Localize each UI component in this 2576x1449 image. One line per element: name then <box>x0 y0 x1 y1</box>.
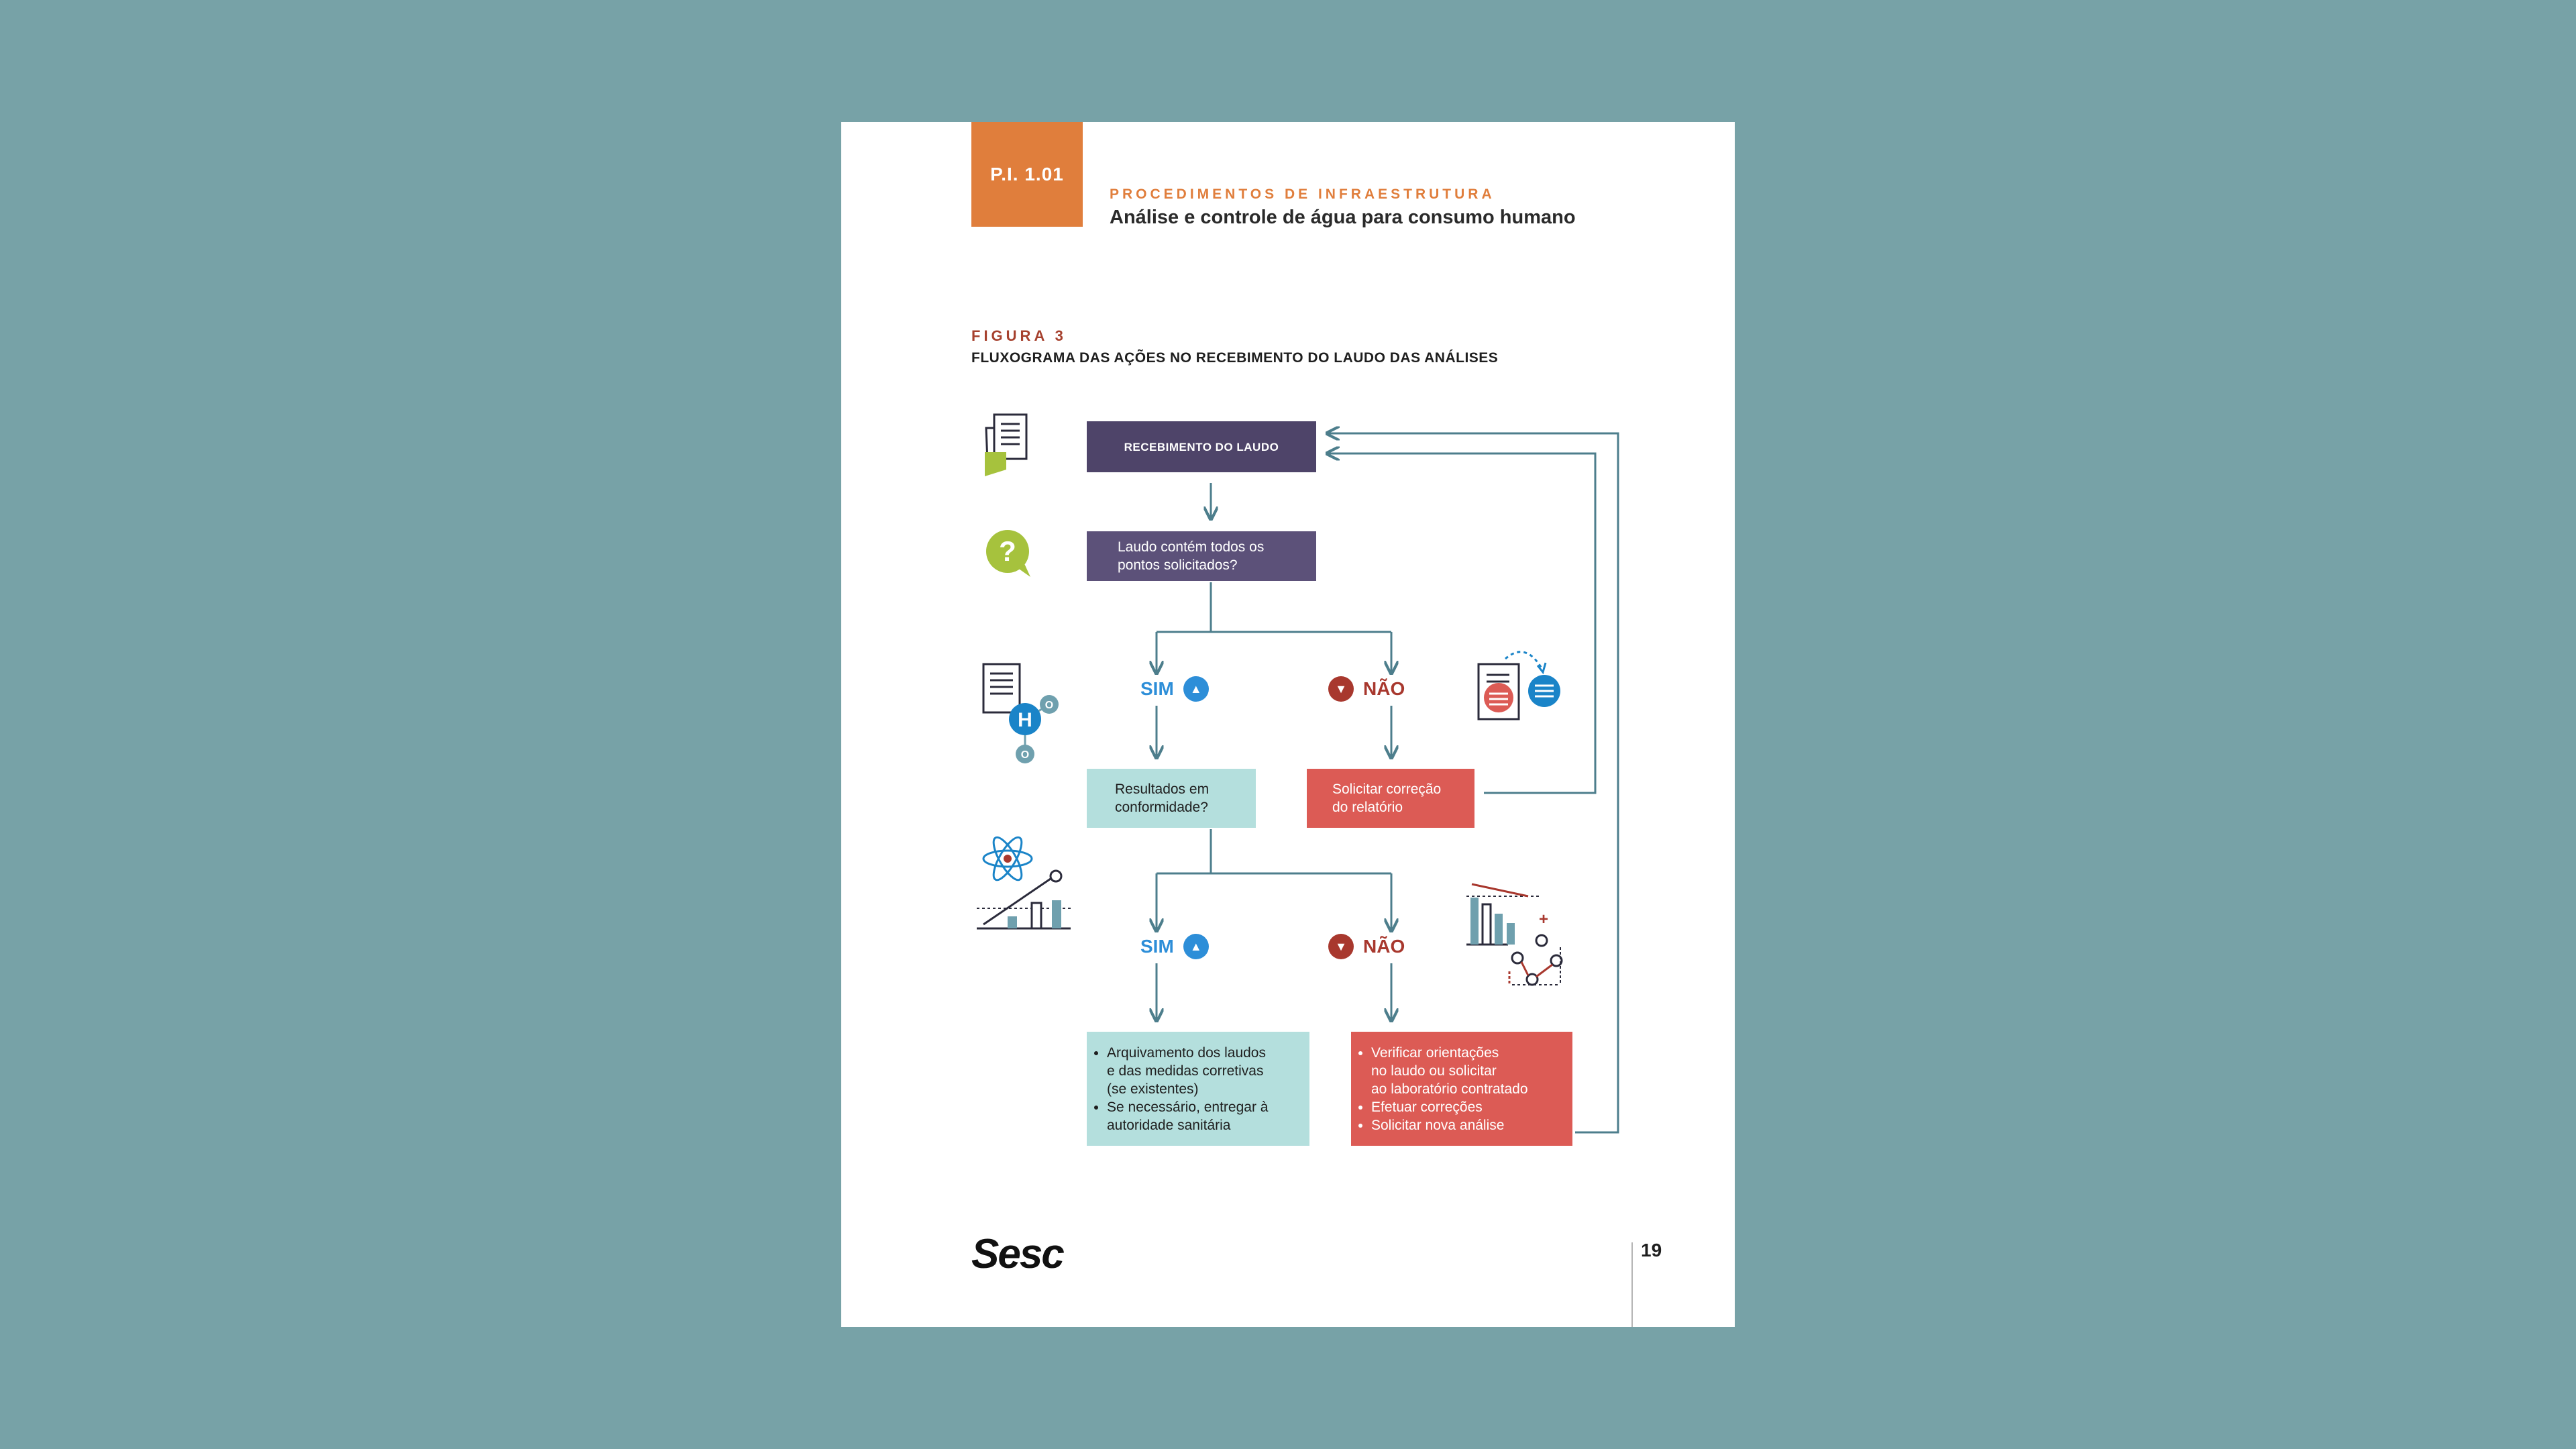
noncompliant-item3: • Solicitar nova análise <box>1371 1117 1505 1133</box>
branch-no-1-label: NÃO <box>1363 678 1405 699</box>
loop-fix-to-start <box>1327 453 1595 793</box>
chart-correction-icon <box>1466 884 1562 985</box>
list-item <box>1371 1098 1528 1116</box>
document-page <box>841 122 1735 1327</box>
branch-yes-2-label: SIM <box>1140 936 1174 957</box>
flow-question2-line2: conformidade? <box>1115 800 1208 815</box>
compliant-item1-line3: (se existentes) <box>1107 1081 1199 1097</box>
water-molecule-document-icon <box>983 664 1059 763</box>
page-number: 19 <box>1641 1240 1662 1260</box>
branch-no-2-label: NÃO <box>1363 936 1405 957</box>
flow-start-box <box>1087 421 1316 472</box>
flow-noncompliant-actions-box <box>1351 1032 1572 1146</box>
flow-question1-line1: Laudo contém todos os <box>1118 539 1265 555</box>
list-item <box>1107 1098 1268 1134</box>
triangle-up-icon: ▲ <box>1183 934 1209 959</box>
compliant-item1-line1: • Arquivamento dos laudos <box>1107 1044 1266 1061</box>
triangle-up-icon: ▲ <box>1183 676 1209 702</box>
triangle-down-icon: ▼ <box>1328 676 1354 702</box>
branch-yes-1 <box>1140 676 1209 702</box>
noncompliant-item2: • Efetuar correções <box>1371 1099 1483 1115</box>
section-label: PROCEDIMENTOS DE INFRAESTRUTURA <box>1110 186 1495 202</box>
flow-question1-line2: pontos solicitados? <box>1118 557 1238 573</box>
svg-text:O: O <box>1044 700 1054 711</box>
compliant-item2-line1: • Se necessário, entregar à <box>1107 1099 1269 1115</box>
branch-yes-1-label: SIM <box>1140 678 1174 699</box>
compliant-item2-line2: autoridade sanitária <box>1107 1117 1231 1133</box>
atom-chart-icon <box>977 834 1071 928</box>
noncompliant-actions-list <box>1358 1044 1528 1134</box>
flow-compliant-actions-box <box>1087 1032 1309 1146</box>
flowchart-connectors <box>841 122 1735 1327</box>
question-bubble-icon <box>986 530 1030 577</box>
list-item <box>1371 1044 1528 1098</box>
document-title: Análise e controle de água para consumo humano <box>1110 207 1576 228</box>
branch-yes-2 <box>1140 934 1209 959</box>
list-item <box>1107 1044 1268 1098</box>
flow-fix-report-line2: do relatório <box>1332 800 1403 815</box>
flow-fix-report-box <box>1307 769 1474 828</box>
figure-title: FLUXOGRAMA DAS AÇÕES NO RECEBIMENTO DO LAUDO DAS ANÁLISES <box>971 350 1499 366</box>
flow-question1-box <box>1087 531 1316 581</box>
document-hand-icon <box>985 415 1026 476</box>
flow-question2-box <box>1087 769 1256 828</box>
svg-text:H: H <box>1018 709 1032 731</box>
list-item <box>1371 1116 1528 1134</box>
compliant-actions-list <box>1093 1044 1268 1134</box>
flow-question2-line1: Resultados em <box>1115 782 1210 797</box>
noncompliant-item1-line2: no laudo ou solicitar <box>1371 1063 1497 1079</box>
triangle-down-icon: ▼ <box>1328 934 1354 959</box>
branch-no-1 <box>1328 676 1405 702</box>
page-number-rule <box>1631 1242 1633 1327</box>
branch-no-2 <box>1328 934 1405 959</box>
noncompliant-item1-line1: • Verificar orientações <box>1371 1044 1499 1061</box>
document-exchange-icon <box>1479 652 1560 719</box>
flow-fix-report-line1: Solicitar correção <box>1332 782 1442 797</box>
sesc-logo: Sesc <box>971 1231 1063 1277</box>
flow-start-label: RECEBIMENTO DO LAUDO <box>1124 440 1279 453</box>
svg-text:?: ? <box>999 535 1016 567</box>
compliant-item1-line2: e das medidas corretivas <box>1107 1063 1264 1079</box>
figure-label: FIGURA 3 <box>971 327 1067 344</box>
svg-text:+: + <box>1539 910 1549 928</box>
svg-text:O: O <box>1020 749 1030 761</box>
procedure-code-badge: P.I. 1.01 <box>971 122 1083 227</box>
noncompliant-item1-line3: ao laboratório contratado <box>1371 1081 1528 1097</box>
